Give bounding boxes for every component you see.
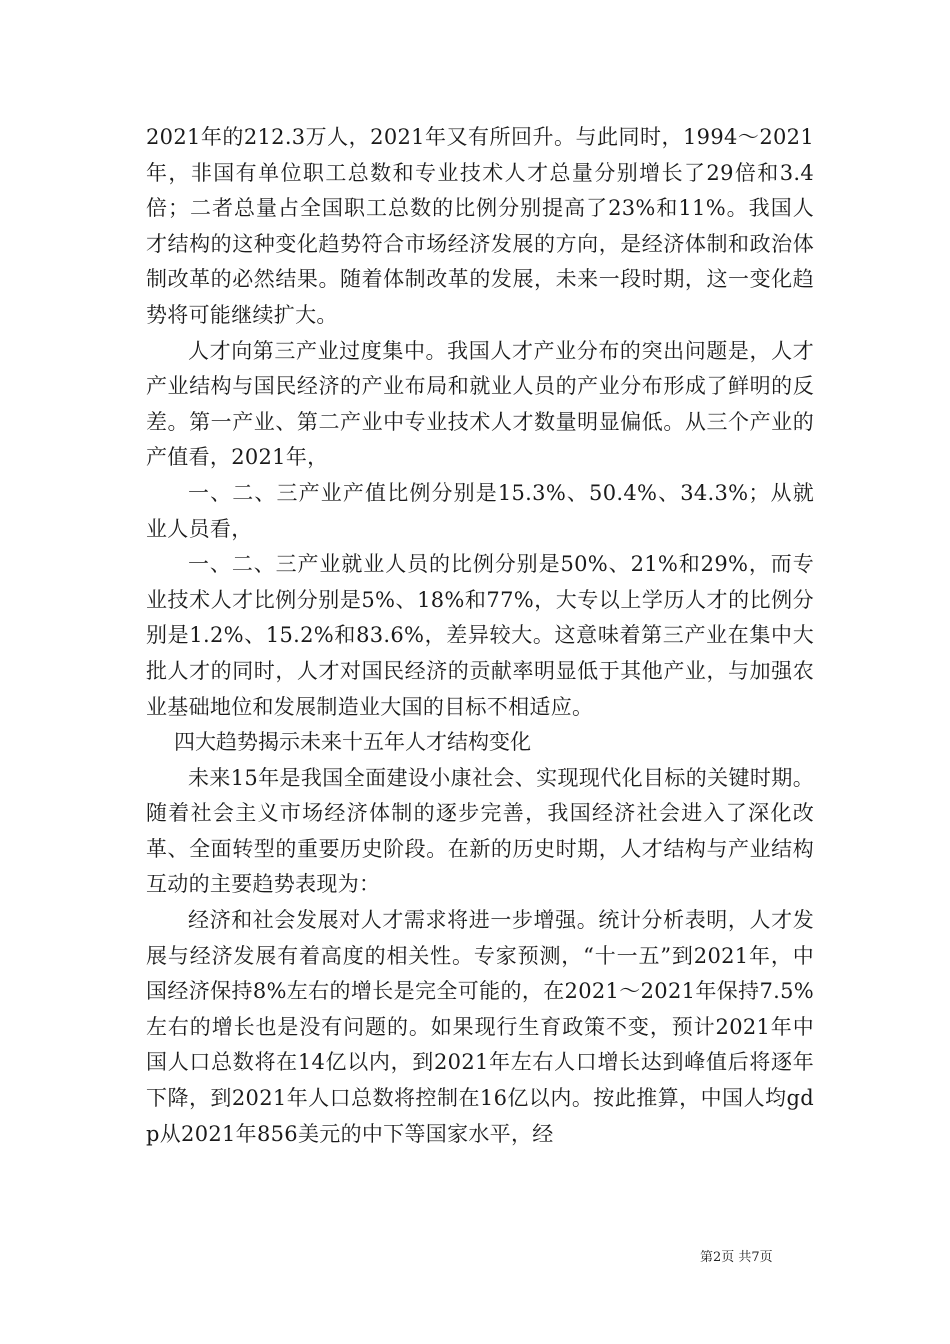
section-heading: 四大趋势揭示未来十五年人才结构变化 xyxy=(174,730,531,755)
paragraph-4: 一、二、三产业就业人员的比例分别是50%、21%和29%，而专业技术人才比例分别是5%、18%和77%，大专以上学历人才的比例分别是1.2%、15.2%和83.6%，差异较大。这意味着第三产业在集中大批人才的同时，人才对国民经济的贡献率明显低于其他产业，与加强农业基础地位和发展制造业大国的目标不相适应。 xyxy=(146,552,814,719)
paragraph-5: 未来15年是我国全面建设小康社会、实现现代化目标的关键时期。随着社会主义市场经济体制的逐步完善，我国经济社会进入了深化改革、全面转型的重要历史阶段。在新的历史时期，人才结构与产业结构互动的主要趋势表现为： xyxy=(146,765,814,897)
paragraph-6: 经济和社会发展对人才需求将进一步增强。统计分析表明，人才发展与经济发展有着高度的相关性。专家预测，“十一五”到2021年，中国经济保持8%左右的增长是完全可能的，在2021～2021年保持7.5%左右的增长也是没有问题的。如果现行生育政策不变，预计2021年中国人口总数将在14亿以内，到2021年左右人口增长达到峰值后将逐年下降，到2021年人口总数将控制在16亿以内。按此推算，中国人均gdp从2021年856美元的中下等国家水平，经 xyxy=(146,908,814,1146)
paragraph-3: 一、二、三产业产值比例分别是15.3%、50.4%、34.3%；从就业人员看， xyxy=(146,480,814,541)
paragraph-1: 2021年的212.3万人，2021年又有所回升。与此同时，1994～2021年，非国有单位职工总数和专业技术人才总量分别增长了29倍和3.4倍；二者总量占全国职工总数的比例分别提高了23%和11%。我国人才结构的这种变化趋势符合市场经济发展的方向，是经济体制和政治体制改革的必然结果。随着体制改革的发展，未来一段时期，这一变化趋势将可能继续扩大。 xyxy=(146,125,814,327)
body-text xyxy=(146,120,814,1152)
page-number: 第2页 共7页 xyxy=(700,1250,773,1265)
paragraph-2: 人才向第三产业过度集中。我国人才产业分布的突出问题是，人才产业结构与国民经济的产业布局和就业人员的产业分布形成了鲜明的反差。第一产业、第二产业中专业技术人才数量明显偏低。从三个产业的产值看，2021年， xyxy=(146,338,814,470)
